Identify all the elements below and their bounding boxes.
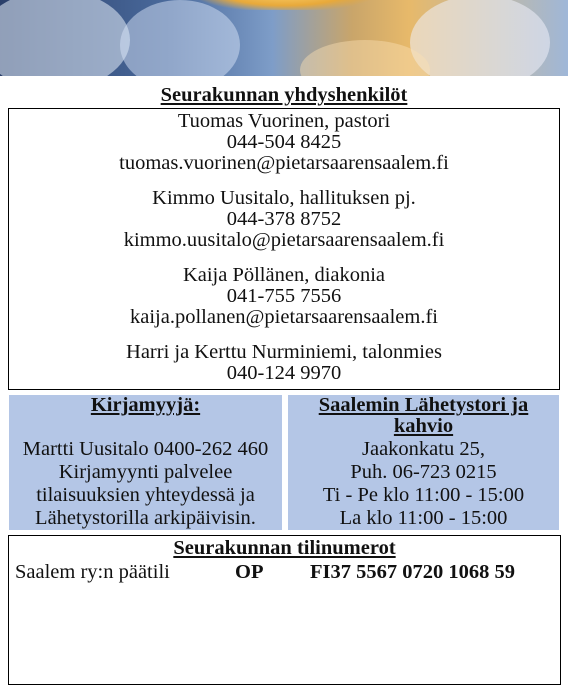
contact-name: Kaija Pöllänen, diakonia	[182, 264, 386, 286]
contact-pastor	[9, 111, 559, 174]
bookstore-text-line: Lähetystorilla arkipäivisin.	[35, 507, 256, 529]
account-iban[interactable]: FI37 5567 0720 1068 59	[310, 561, 515, 583]
contact-email[interactable]: kimmo.uusitalo@pietarsaarensaalem.fi	[123, 229, 445, 251]
contact-name: Tuomas Vuorinen, pastori	[177, 110, 391, 132]
banner-snowy-tree-left	[0, 0, 130, 76]
contact-email[interactable]: tuomas.vuorinen@pietarsaarensaalem.fi	[119, 152, 449, 174]
account-name: Saalem ry:n päätili	[15, 561, 170, 583]
contacts-box	[8, 108, 560, 390]
banner-snowy-tree-right	[410, 0, 550, 76]
bookstore-text-line: Kirjamyynti palvelee	[58, 461, 233, 483]
cafe-hours-saturday: La klo 11:00 - 15:00	[339, 507, 508, 529]
accounts-box	[8, 535, 561, 685]
banner-sun-glow	[200, 0, 370, 10]
contact-name: Harri ja Kerttu Nurminiemi, talonmies	[126, 341, 442, 363]
contact-caretaker	[9, 342, 559, 384]
contact-phone[interactable]: 041-755 7556	[226, 285, 342, 307]
cafe-address: Jaakonkatu 25,	[362, 438, 485, 460]
contact-diaconia	[9, 265, 559, 328]
contact-phone[interactable]: 040-124 9970	[226, 362, 342, 384]
bookstore-box	[9, 395, 282, 530]
contact-phone[interactable]: 044-378 8752	[226, 208, 342, 230]
cafe-hours-weekday: Ti - Pe klo 11:00 - 15:00	[322, 484, 525, 506]
contact-name: Kimmo Uusitalo, hallituksen pj.	[152, 187, 416, 209]
accounts-title: Seurakunnan tilinumerot	[173, 537, 396, 559]
bookstore-title: Kirjamyyjä:	[90, 394, 201, 416]
contact-email[interactable]: kaija.pollanen@pietarsaarensaalem.fi	[129, 306, 438, 328]
cafe-title-line: kahvio	[393, 415, 454, 437]
account-bank: OP	[235, 561, 264, 583]
cafe-box	[288, 395, 559, 530]
contacts-title: Seurakunnan yhdyshenkilöt	[160, 84, 408, 106]
bookstore-seller: Martti Uusitalo 0400-262 460	[22, 438, 269, 460]
contact-board-chair	[9, 188, 559, 251]
contact-phone[interactable]: 044-504 8425	[226, 131, 342, 153]
winter-banner-image	[0, 0, 568, 76]
banner-snowy-tree-center	[120, 0, 240, 76]
cafe-phone[interactable]: Puh. 06-723 0215	[350, 461, 497, 483]
bookstore-text-line: tilaisuuksien yhteydessä ja	[36, 484, 255, 506]
cafe-title-line: Saalemin Lähetystori ja	[318, 394, 529, 416]
